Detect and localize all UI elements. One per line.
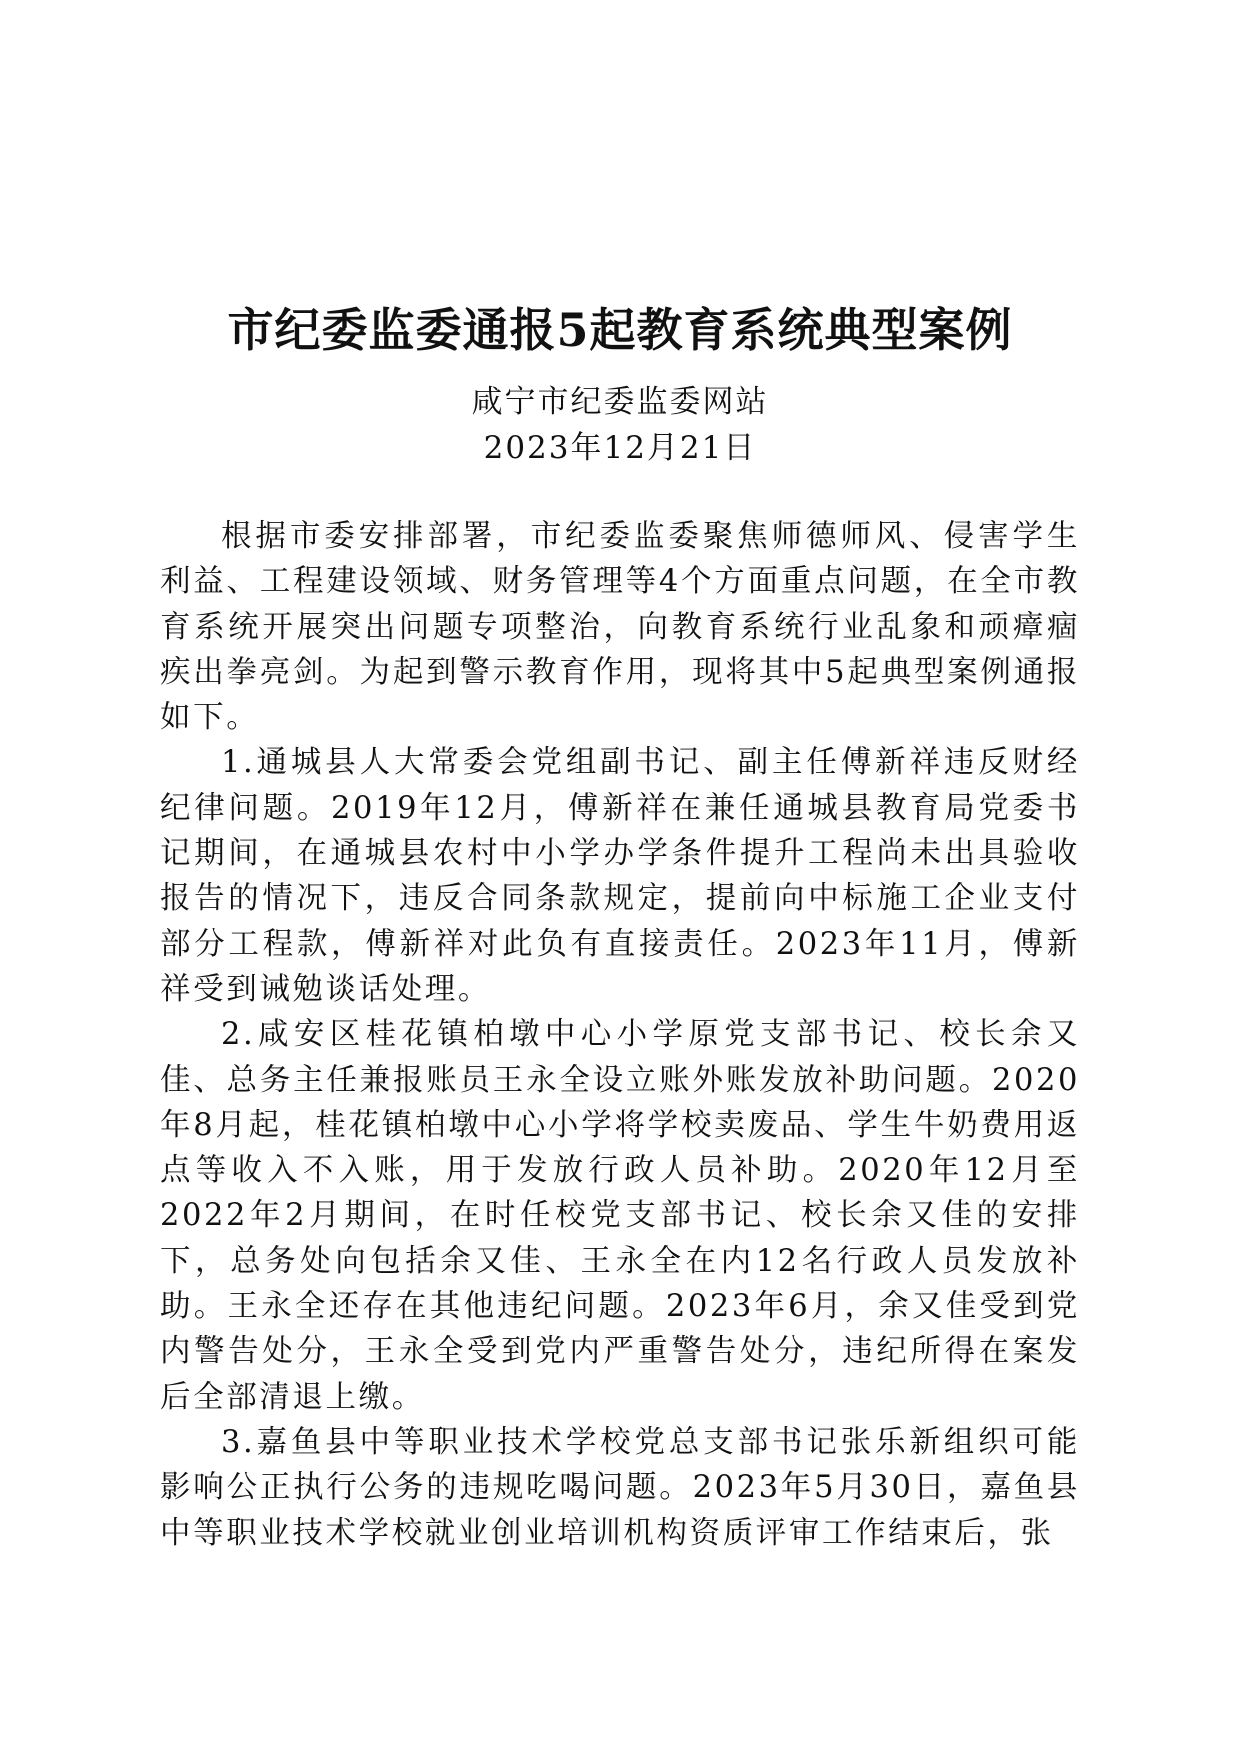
document-title: 市纪委监委通报5起教育系统典型案例 bbox=[227, 303, 1013, 357]
paragraph-case-3: 3.嘉鱼县中等职业技术学校党总支部书记张乐新组织可能影响公正执行公务的违规吃喝问题。2023年5月30日，嘉鱼县中等职业技术学校就业创业培训机构资质评审工作结束后，张 bbox=[160, 1424, 1080, 1551]
paragraph-case-2: 2.咸安区桂花镇柏墩中心小学原党支部书记、校长余又佳、总务主任兼报账员王永全设立账外账发放补助问题。2020年8月起，桂花镇柏墩中心小学将学校卖废品、学生牛奶费用返点等收入不入账，用于发放行政人员补助。2020年12月至2022年2月期间，在时任校党支部书记、校长余又佳的安排下，总务处向包括余又佳、王永全在内12名行政人员发放补助。王永全还存在其他违纪问题。2023年6月，余又佳受到党内警告处分，王永全受到党内严重警告处分，违纪所得在案发后全部清退上缴。 bbox=[160, 1017, 1080, 1415]
document-date: 2023年12月21日 bbox=[483, 430, 757, 466]
paragraph-intro: 根据市委安排部署，市纪委监委聚焦师德师风、侵害学生利益、工程建设领域、财务管理等4个方面重点问题，在全市教育系统开展突出问题专项整治，向教育系统行业乱象和顽瘴痼疾出拳亮剑。为起到警示教育作用，现将其中5起典型案例通报如下。 bbox=[160, 519, 1080, 736]
paragraph-case-1: 1.通城县人大常委会党组副书记、副主任傅新祥违反财经纪律问题。2019年12月，傅新祥在兼任通城县教育局党委书记期间，在通城县农村中小学办学条件提升工程尚未出具验收报告的情况下，违反合同条款规定，提前向中标施工企业支付部分工程款，傅新祥对此负有直接责任。2023年11月，傅新祥受到诫勉谈话处理。 bbox=[160, 745, 1080, 1007]
document-source: 咸宁市纪委监委网站 bbox=[471, 384, 769, 420]
document-body bbox=[160, 514, 1080, 1556]
